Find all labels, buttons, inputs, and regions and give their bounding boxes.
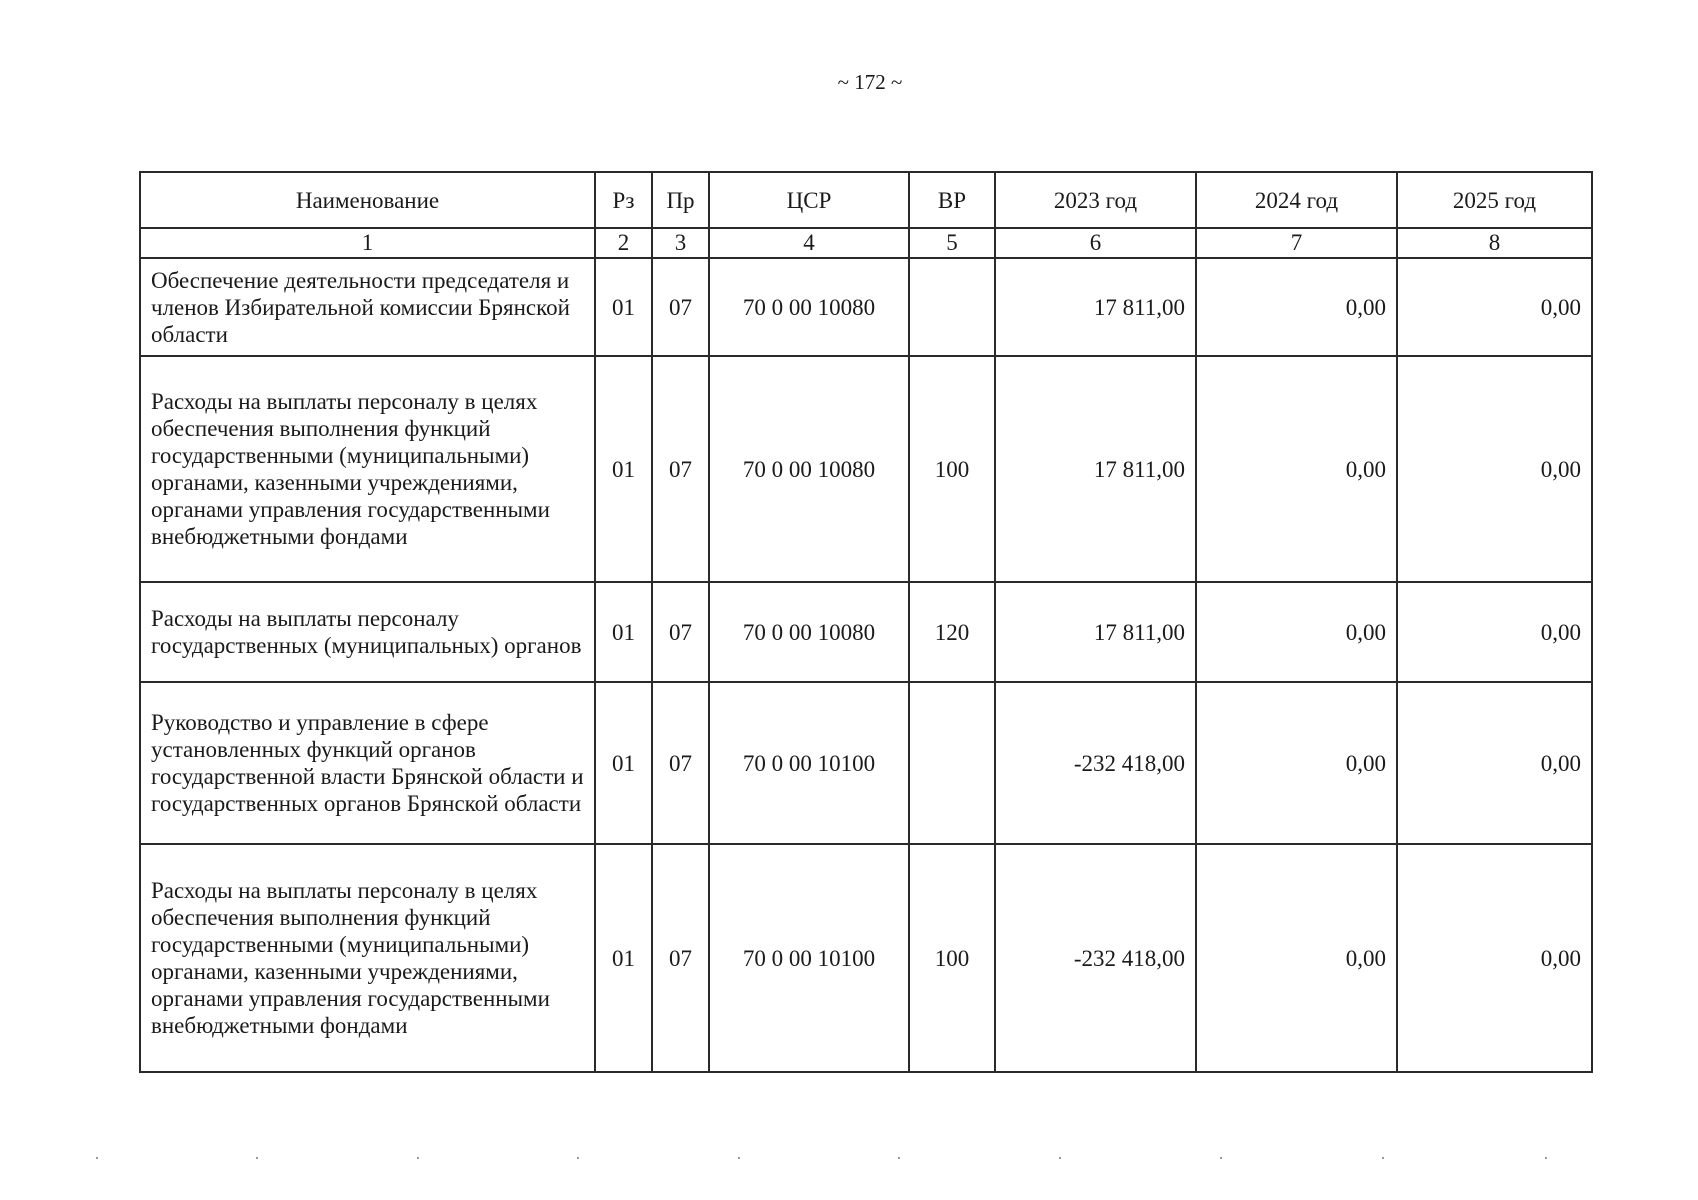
row-csr: 70 0 00 10100 [709,844,909,1072]
scan-speck [1059,1157,1061,1159]
row-csr: 70 0 00 10080 [709,582,909,682]
row-pr: 07 [652,258,709,356]
column-number: 5 [909,228,995,258]
scan-speck [1220,1157,1222,1159]
row-rz: 01 [595,682,652,844]
column-number-row [140,228,1592,258]
row-csr: 70 0 00 10100 [709,682,909,844]
row-csr: 70 0 00 10080 [709,356,909,582]
header-2023: 2023 год [995,172,1196,228]
column-number: 8 [1397,228,1592,258]
table-row [140,258,1592,356]
row-2025: 0,00 [1397,582,1592,682]
table-row [140,844,1592,1072]
row-name: Расходы на выплаты персоналу в целях обеспечения выполнения функций государственными (муниципальными) органами, казенными учреждениями, органами управления государственными внебюджетными фондами [140,356,595,582]
row-2024: 0,00 [1196,258,1397,356]
row-pr: 07 [652,682,709,844]
row-vr [909,682,995,844]
scan-speck [256,1157,258,1159]
table-row [140,682,1592,844]
column-number: 7 [1196,228,1397,258]
header-row [140,172,1592,228]
column-number: 3 [652,228,709,258]
row-2023: 17 811,00 [995,258,1196,356]
header-vr: ВР [909,172,995,228]
row-name: Обеспечение деятельности председателя и членов Избирательной комиссии Брянской области [140,258,595,356]
row-rz: 01 [595,844,652,1072]
row-2023: 17 811,00 [995,582,1196,682]
row-2025: 0,00 [1397,356,1592,582]
row-2024: 0,00 [1196,844,1397,1072]
budget-table [139,171,1593,1073]
header-pr: Пр [652,172,709,228]
header-csr: ЦСР [709,172,909,228]
header-name: Наименование [140,172,595,228]
column-number: 4 [709,228,909,258]
scan-speck [738,1157,740,1159]
row-2025: 0,00 [1397,844,1592,1072]
scan-speck [577,1157,579,1159]
row-name: Расходы на выплаты персоналу государственных (муниципальных) органов [140,582,595,682]
row-rz: 01 [595,582,652,682]
row-2024: 0,00 [1196,682,1397,844]
column-number: 1 [140,228,595,258]
row-2024: 0,00 [1196,356,1397,582]
table-row [140,356,1592,582]
header-2024: 2024 год [1196,172,1397,228]
table-row [140,582,1592,682]
page-number: ~ 172 ~ [837,70,903,94]
row-2023: -232 418,00 [995,682,1196,844]
row-vr: 120 [909,582,995,682]
row-pr: 07 [652,582,709,682]
row-2025: 0,00 [1397,258,1592,356]
column-number: 6 [995,228,1196,258]
row-2025: 0,00 [1397,682,1592,844]
scan-speck [96,1157,98,1159]
column-number: 2 [595,228,652,258]
row-pr: 07 [652,844,709,1072]
scan-speck [417,1157,419,1159]
row-vr [909,258,995,356]
row-2023: 17 811,00 [995,356,1196,582]
header-2025: 2025 год [1397,172,1592,228]
row-vr: 100 [909,844,995,1072]
row-pr: 07 [652,356,709,582]
row-csr: 70 0 00 10080 [709,258,909,356]
scan-speck [898,1157,900,1159]
row-rz: 01 [595,356,652,582]
header-rz: Рз [595,172,652,228]
scan-speck [1545,1157,1547,1159]
row-name: Руководство и управление в сфере установленных функций органов государственной власти Брянской области и государственных органов Брянской области [140,682,595,844]
row-name: Расходы на выплаты персоналу в целях обеспечения выполнения функций государственными (муниципальными) органами, казенными учреждениями, органами управления государственными внебюджетными фондами [140,844,595,1072]
row-vr: 100 [909,356,995,582]
row-2023: -232 418,00 [995,844,1196,1072]
scan-speck [1382,1157,1384,1159]
row-2024: 0,00 [1196,582,1397,682]
row-rz: 01 [595,258,652,356]
